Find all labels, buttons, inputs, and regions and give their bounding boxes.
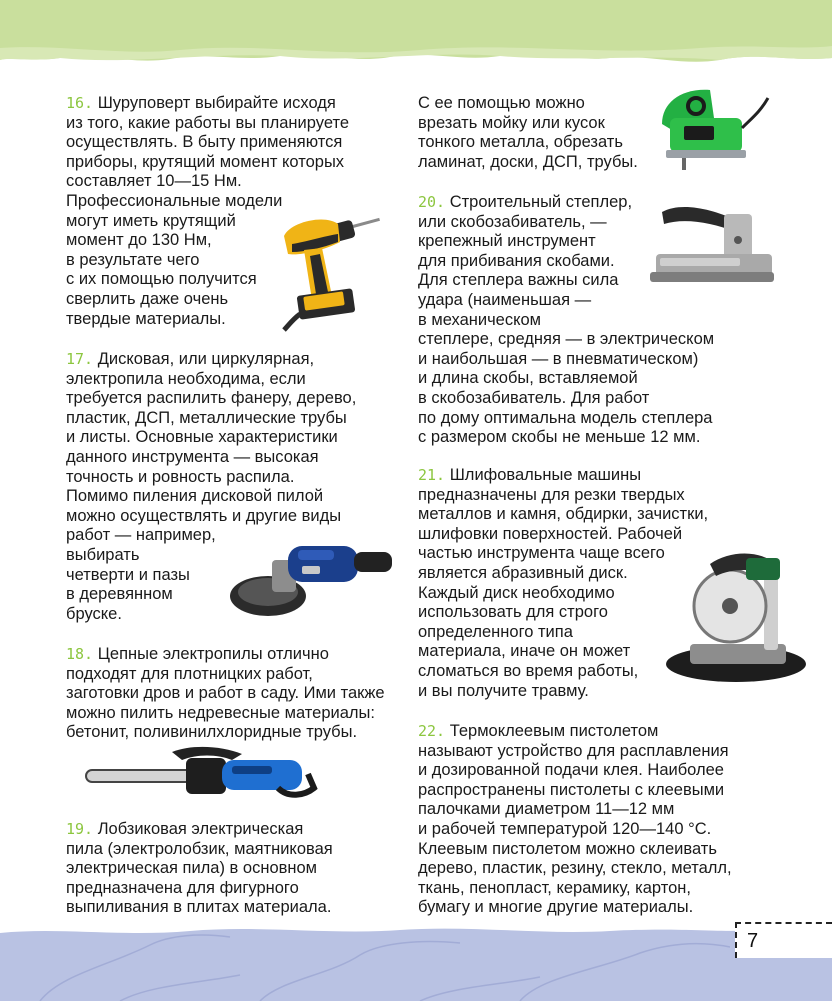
text-line (66, 487, 356, 507)
line-text: предназначены для резки твердых (418, 485, 685, 504)
line-text: данного инструмента — высокая (66, 447, 319, 466)
item-number: 20. (418, 193, 446, 211)
text-line (418, 114, 638, 134)
text-line (418, 311, 714, 331)
text-line (418, 153, 638, 173)
line-text: является абразивный диск. (418, 563, 628, 582)
line-text: частью инструмента чаще всего (418, 544, 665, 563)
line-text: дерево, пластик, резину, стекло, металл, (418, 859, 732, 878)
line-text: Помимо пиления дисковой пилой (66, 487, 324, 506)
text-line (418, 800, 732, 820)
text-line (418, 879, 732, 899)
text-line (418, 133, 638, 153)
text-line (66, 723, 385, 743)
text-line (66, 448, 356, 468)
line-text: материала, иначе он может (418, 642, 631, 661)
text-line (66, 133, 349, 153)
text-line (418, 486, 708, 506)
line-text: Каждый диск необходимо (418, 583, 615, 602)
text-line (418, 505, 708, 525)
line-text: в скобозабиватель. Для работ (418, 388, 650, 407)
line-text: работ — например, (66, 526, 216, 545)
line-text: заготовки дров и работ в саду. Ими также (66, 684, 385, 703)
line-text: в результате чего (66, 250, 200, 269)
line-text: подходят для плотницких работ, (66, 664, 313, 683)
top-paint-band (0, 0, 832, 80)
line-text: крепежный инструмент (418, 232, 596, 251)
item-number: 22. (418, 722, 446, 740)
line-text: осуществлять. В быту применяются (66, 133, 343, 152)
text-line (418, 389, 714, 409)
miter-saw-image (660, 540, 810, 686)
line-text: из того, какие работы вы планируете (66, 113, 349, 132)
line-text: электропила необходима, если (66, 369, 306, 388)
text-line (418, 722, 732, 742)
line-text: требуется распилить фанеру, дерево, (66, 389, 357, 408)
line-text: сломаться во время работы, (418, 661, 639, 680)
line-text: приборы, крутящий момент которых (66, 152, 345, 171)
text-line (66, 898, 333, 918)
line-text: твердые материалы. (66, 309, 226, 328)
bottom-paint-band (0, 925, 832, 1001)
text-line (418, 409, 714, 429)
item-number: 19. (66, 820, 94, 838)
line-text: и дозированной подачи клея. Наиболее (418, 761, 724, 780)
text-line (66, 114, 349, 134)
text-line (418, 350, 714, 370)
text-line (418, 369, 714, 389)
text-line (66, 389, 356, 409)
line-text: Для степлера важны сила (418, 271, 619, 290)
line-text: выбирать (66, 545, 140, 564)
line-text: для прибивания скобами. (418, 251, 615, 270)
line-text: бетонит, поливинилхлоридные трубы. (66, 723, 358, 742)
line-text: использовать для строго (418, 603, 608, 622)
line-text: предназначена для фигурного (66, 878, 299, 897)
text-line (418, 94, 638, 114)
line-text: тонкого металла, обрезать (418, 133, 623, 152)
line-text: с размером скобы не меньше 12 мм. (418, 428, 701, 447)
line-text: палочками диаметром 11—12 мм (418, 800, 675, 819)
item-number: 18. (66, 645, 94, 663)
line-text: Шуруповерт выбирайте исходя (97, 94, 336, 112)
text-line (66, 645, 385, 665)
line-text: Строительный степлер, (449, 193, 633, 211)
line-text: металлов и камня, обдирки, зачистки, (418, 505, 709, 524)
line-text: Термоклеевым пистолетом (449, 722, 659, 740)
item-number: 16. (66, 94, 94, 112)
line-text: в деревянном (66, 585, 173, 604)
line-text: шлифовки поверхностей. Рабочей (418, 524, 683, 543)
line-text: выпиливания в плитах материала. (66, 898, 332, 917)
text-line (418, 820, 732, 840)
line-text: составляет 10—15 Нм. (66, 172, 242, 191)
staple-gun-image (640, 192, 780, 296)
line-text: распространены пистолеты с клеевыми (418, 780, 725, 799)
line-text: Профессиональные модели (66, 191, 283, 210)
line-text: можно пилить недревесные материалы: (66, 703, 375, 722)
text-line (66, 428, 356, 448)
section-22 (418, 722, 732, 918)
line-text: ткань, пенопласт, керамику, картон, (418, 878, 691, 897)
section-18 (66, 645, 385, 743)
page-number-box (735, 922, 832, 958)
line-text: пластик, ДСП, металлические трубы (66, 408, 347, 427)
line-text: и длина скобы, вставляемой (418, 369, 638, 388)
text-line (66, 153, 349, 173)
line-text: Шлифовальные машины (449, 466, 642, 484)
item-number: 17. (66, 350, 94, 368)
line-text: Цепные электропилы отлично (97, 645, 329, 663)
line-text: электрическая пила) в основном (66, 859, 318, 878)
text-line (418, 898, 732, 918)
jigsaw-image (652, 78, 772, 172)
text-line (418, 330, 714, 350)
page-number: 7 (747, 930, 759, 952)
line-text: пила (электролобзик, маятниковая (66, 839, 333, 858)
section-19 (66, 820, 333, 918)
item-number: 21. (418, 466, 446, 484)
line-text: Клеевым пистолетом можно склеивать (418, 839, 717, 858)
line-text: определенного типа (418, 622, 573, 641)
line-text: могут иметь крутящий (66, 211, 236, 230)
line-text: степлере, средняя — в электрическом (418, 330, 715, 349)
line-text: удара (наименьшая — (418, 290, 592, 309)
text-line (418, 761, 732, 781)
text-line (66, 840, 333, 860)
line-text: момент до 130 Нм, (66, 231, 212, 250)
text-line (66, 820, 333, 840)
text-line (418, 466, 708, 486)
line-text: с их помощью получится (66, 270, 257, 289)
text-line (66, 172, 349, 192)
text-line (66, 350, 356, 370)
line-text: ламинат, доски, ДСП, трубы. (418, 152, 638, 171)
text-line (418, 840, 732, 860)
text-line (66, 507, 356, 527)
line-text: Дисковая, или циркулярная, (97, 350, 315, 368)
text-line (66, 370, 356, 390)
line-text: или скобозабиватель, — (418, 212, 607, 231)
line-text: точность и ровность распила. (66, 467, 295, 486)
chainsaw-image (82, 744, 324, 808)
text-line (66, 94, 349, 114)
line-text: С ее помощью можно (418, 94, 585, 112)
line-text: и листы. Основные характеристики (66, 428, 338, 447)
line-text: сверлить даже очень (66, 289, 229, 308)
text-line (418, 781, 732, 801)
line-text: можно осуществлять и другие виды (66, 506, 342, 525)
text-line (66, 879, 333, 899)
section-19-continued (418, 94, 638, 172)
cordless-drill-image (270, 192, 400, 332)
line-text: в механическом (418, 310, 542, 329)
text-line (66, 859, 333, 879)
line-text: по дому оптимальна модель степлера (418, 408, 713, 427)
text-line (418, 859, 732, 879)
text-line (66, 468, 356, 488)
line-text: Лобзиковая электрическая (97, 820, 304, 838)
text-line (66, 409, 356, 429)
text-line (418, 428, 714, 448)
line-text: бруске. (66, 604, 122, 623)
line-text: четверти и пазы (66, 565, 190, 584)
line-text: и наибольшая — в пневматическом) (418, 349, 699, 368)
line-text: бумагу и многие другие материалы. (418, 898, 694, 917)
angle-grinder-image (228, 526, 398, 622)
text-line (66, 684, 385, 704)
line-text: и рабочей температурой 120—140 °С. (418, 819, 712, 838)
line-text: называют устройство для расплавления (418, 741, 729, 760)
text-line (66, 704, 385, 724)
text-line (418, 742, 732, 762)
text-line (66, 665, 385, 685)
line-text: и вы получите травму. (418, 681, 589, 700)
line-text: врезать мойку или кусок (418, 113, 605, 132)
